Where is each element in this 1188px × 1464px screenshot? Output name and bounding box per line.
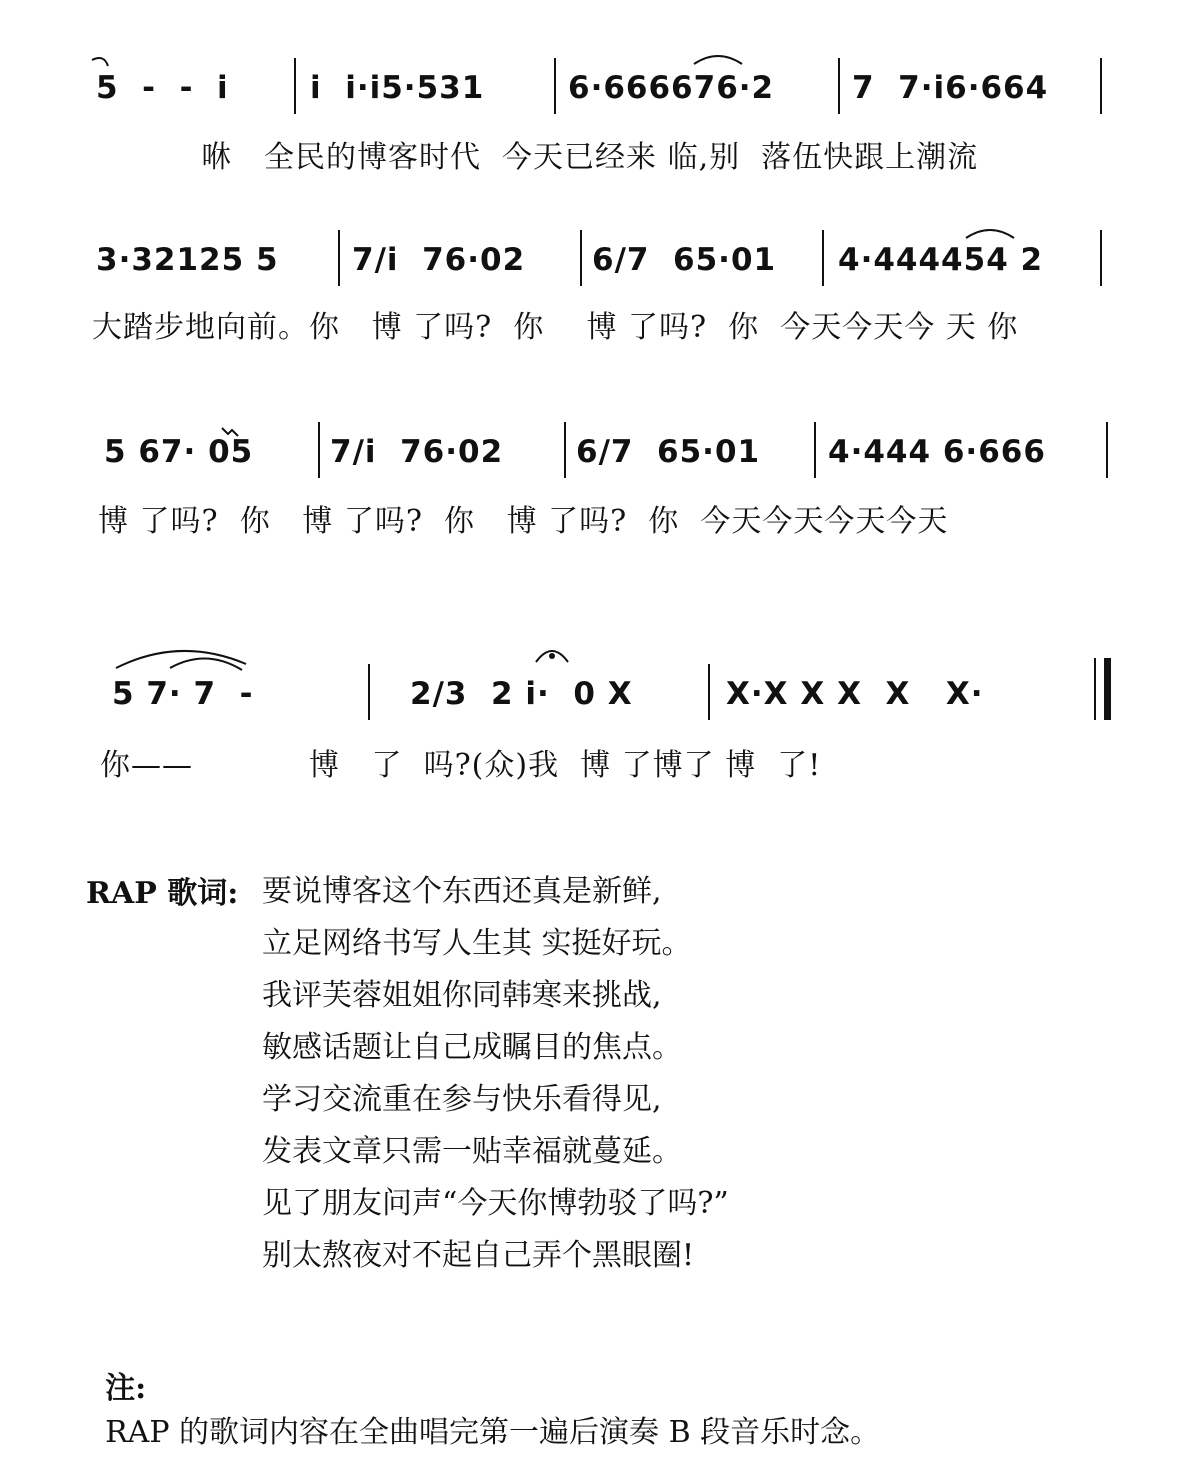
glissando-mark [222, 428, 238, 436]
measure-2-4: 4·444454 2 [838, 242, 1044, 278]
rap-line-5: 学习交流重在参与快乐看得见, [262, 1082, 662, 1117]
lyrics-line-3: 博 了吗? 你 博 了吗? 你 博 了吗? 你 今天今天今天今天 [98, 504, 949, 539]
measure-1-4: 7 7·i6·664 [852, 70, 1049, 106]
rap-line-4: 敏感话题让自己成瞩目的焦点。 [262, 1030, 682, 1065]
lyrics-line-1: 咻 全民的博客时代 今天已经来 临,别 落伍快跟上潮流 [96, 140, 979, 175]
rap-line-8: 别太熬夜对不起自己弄个黑眼圈! [262, 1238, 695, 1273]
footnote-text: RAP 的歌词内容在全曲唱完第一遍后演奏 B 段音乐时念。 [105, 1415, 881, 1450]
measure-4-3: X·X X X X X· [726, 676, 984, 712]
measure-4-2: 2/3 2 i· 0 X [410, 676, 633, 712]
rap-line-1: 要说博客这个东西还真是新鲜, [262, 874, 662, 909]
footnote [86, 1328, 880, 1451]
slur-mark [170, 658, 242, 670]
lyrics-line-2: 大踏步地向前。你 博 了吗? 你 博 了吗? 你 今天今天今 天 你 [92, 310, 1019, 345]
slur-mark [92, 58, 108, 66]
footnote-label: 注: [105, 1371, 147, 1406]
measure-2-3: 6/7 65·01 [592, 242, 777, 278]
measure-1-2: i i·i5·531 [310, 70, 485, 106]
rap-line-6: 发表文章只需一贴幸福就蔓延。 [262, 1134, 682, 1169]
rap-line-3: 我评芙蓉姐姐你同韩寒来挑战, [262, 978, 662, 1013]
measure-3-1: 5 67· 05 [104, 434, 254, 470]
lyrics-line-4: 你—— 博 了 吗?(众)我 博 了博了 博 了! [100, 748, 822, 783]
measure-4-1: 5 7· 7 - [112, 676, 254, 712]
measure-3-3: 6/7 65·01 [576, 434, 761, 470]
measure-1-3: 6·666676·2 [568, 70, 775, 106]
rap-line-2: 立足网络书写人生其 实挺好玩。 [262, 926, 692, 961]
rap-lyrics-label: RAP 歌词: [86, 876, 239, 911]
tie-mark [694, 56, 742, 64]
fermata-dot [549, 653, 555, 659]
measure-2-2: 7/i 76·02 [352, 242, 526, 278]
measure-1-1: 5 - - i [96, 70, 229, 106]
tie-mark [966, 230, 1014, 238]
measure-3-2: 7/i 76·02 [330, 434, 504, 470]
rap-line-7: 见了朋友问声“今天你博勃驳了吗?” [262, 1186, 729, 1221]
measure-3-4: 4·444 6·666 [828, 434, 1046, 470]
measure-2-1: 3·32125 5 [96, 242, 279, 278]
slur-mark [116, 651, 246, 668]
